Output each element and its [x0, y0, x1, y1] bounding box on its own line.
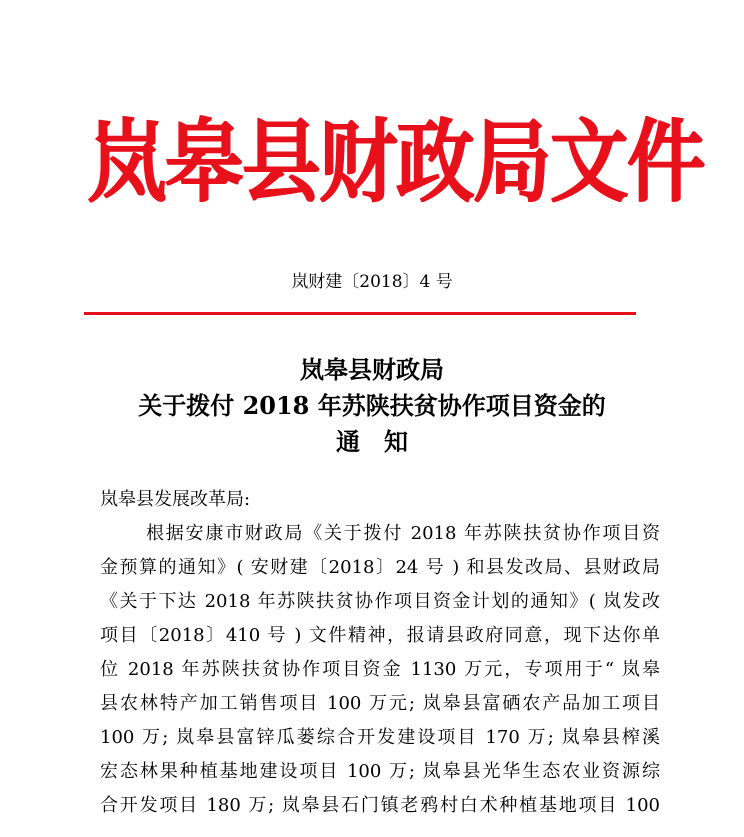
paragraph-line: 《关于下达 2018 年苏陕扶贫协作项目资金计划的通知》( 岚发改	[100, 591, 660, 612]
notice-body	[100, 483, 660, 823]
paragraph-line: 100 万; 岚皋县富锌瓜蒌综合开发建设项目 170 万; 岚皋县榨溪	[100, 727, 660, 748]
paragraph-line: 位 2018 年苏陕扶贫协作项目资金 1130 万元，专项用于“ 岚皋	[100, 659, 660, 680]
paragraph-line: 金预算的通知》( 安财建〔2018〕24 号 ) 和县发改局、县财政局	[100, 557, 660, 578]
paragraph-line: 县农林特产加工销售项目 100 万元; 岚皋县富硒农产品加工项目	[100, 693, 660, 714]
paragraph-line: 项目〔2018〕410 号 ) 文件精神，报请县政府同意，现下达你单	[100, 625, 660, 646]
title-notice-line: 通 知	[336, 427, 408, 456]
paragraph-line: 宏态林果种植基地建设项目 100 万; 岚皋县光华生态农业资源综	[100, 761, 660, 782]
notice-title	[0, 352, 744, 460]
document-number: 岚财建〔2018〕4 号	[291, 272, 453, 292]
title-subject-line: 关于拨付 2018 年苏陕扶贫协作项目资金的	[138, 391, 606, 420]
masthead-title: 岚皋县财政局文件	[88, 111, 705, 215]
title-issuer-line: 岚皋县财政局	[300, 355, 444, 384]
paragraph-line: 根据安康市财政局《关于拨付 2018 年苏陕扶贫协作项目资	[146, 523, 660, 544]
addressee-line: 岚皋县发展改革局:	[100, 489, 251, 510]
body-paragraph	[100, 517, 660, 823]
red-divider-line	[84, 312, 636, 315]
paragraph-line: 合开发项目 180 万; 岚皋县石门镇老鸦村白术种植基地项目 100	[100, 795, 660, 816]
